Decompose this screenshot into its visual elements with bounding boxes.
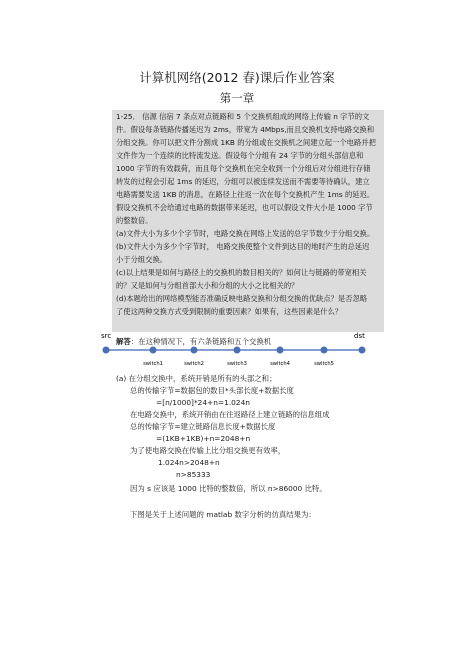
question-line: 了使这两种交换方式受到限制的重要因素？如果有，这些因素是什么？: [116, 307, 343, 316]
solution-line: 因为 s 应该是 1000 比特的整数倍，所以 n>86000 比特。: [130, 484, 327, 493]
solution-line: 下图是关于上述问题的 matlab 数字分析的仿真结果为：: [130, 510, 316, 519]
solution-line: 总的传输字节=数据包的数目*头部长度+数据长度: [130, 386, 294, 395]
answer-label: 解答: [116, 337, 131, 346]
question-line: 的整数倍。: [116, 216, 153, 225]
solution-line: (a) 在分组交换中，系统开销是所有的头部之和；: [116, 374, 277, 383]
question-line: 电路需要发送 1KB 的消息，在路径上往返一次在每个交换机产生 1ms 的延迟。: [116, 190, 375, 199]
question-line: (b)文件大小为多少个字节时， 电路交换使整个文件到达目的地时产生的总延迟: [116, 242, 370, 251]
switch-label: switch4: [270, 361, 290, 367]
switch-label: switch1: [143, 361, 163, 367]
dst-node: [359, 347, 366, 354]
solution-line: 在电路交换中，系统开销由在往返路径上建立链路的信息组成: [130, 410, 330, 419]
switch-node: [234, 347, 241, 354]
solution-line: n>85333: [176, 470, 211, 479]
question-line: 小于分组交换。: [116, 255, 168, 264]
src-node: [103, 347, 110, 354]
chapter-heading: 第一章: [219, 91, 255, 105]
switch-node: [277, 347, 284, 354]
switch-node: [191, 347, 198, 354]
switch-label: switch2: [184, 361, 204, 367]
question-line: 件。假设每条链路传播延迟为 2ms，带宽为 4Mbps,而且交换机支持电路交换和: [116, 125, 375, 134]
answer-intro-text: ：在这种情况下，有六条链路和五个交换机: [130, 337, 272, 346]
question-line: (d)本题给出的网络模型能否准确反映电路交换和分组交换的优缺点？是否忽略: [116, 294, 368, 303]
switch-node: [321, 347, 328, 354]
switch-node: [150, 347, 157, 354]
question-line: (a)文件大小为多少个字节时，电路交换在网络上发送的总字节数少于分组交换。: [116, 229, 375, 238]
solution-line: 为了使电路交换在传输上比分组交换更有效率，: [130, 446, 286, 455]
question-line: 转发的过程会引起 1ms 的延迟，分组可以被连续发送而不需要等待确认，建立: [116, 177, 370, 186]
dst-label: dst: [354, 332, 365, 340]
solution-line: =[n/1000]*24+n=1.024n: [156, 398, 250, 407]
src-label: src: [101, 332, 112, 340]
question-line: 的？又是如何与分组首部大小和分组的大小之比相关的？: [116, 281, 299, 290]
question-line: (c)以上结果是如何与路径上的交换机的数目相关的？如何让与链路的带宽相关: [116, 268, 367, 277]
network-diagram: [100, 324, 370, 376]
solution-line: 总的传输字节=建立链路信息长度+数据长度: [130, 422, 276, 431]
question-line: 1000 字节的有效载荷，而且每个交换机在完全收到一个分组后对分组进行存储: [116, 164, 371, 173]
switch-label: switch5: [314, 361, 334, 367]
question-line: 分组交换。你可以把文件分割成 1KB 的分组或在交换机之间建立起一个电路并把: [116, 138, 376, 147]
question-line: 1-25． 信源 信宿 7 条点对点链路和 5 个交换机组成的网络上传输 n 字节的文: [116, 112, 370, 121]
switch-label: switch3: [227, 361, 247, 367]
solution-line: 1.024n>2048+n: [158, 458, 220, 467]
page-title: 计算机网络(2012 春)课后作业答案: [139, 70, 335, 85]
question-line: 文件作为一个连续的比特流发送。假设每个分组有 24 字节的分组头部信息和: [116, 151, 364, 160]
solution-line: =(1KB+1KB)+n=2048+n: [156, 434, 251, 443]
question-line: 假设交换机不会给通过电路的数据带来延迟，也可以假设文件大小是 1000 字节: [116, 203, 373, 212]
